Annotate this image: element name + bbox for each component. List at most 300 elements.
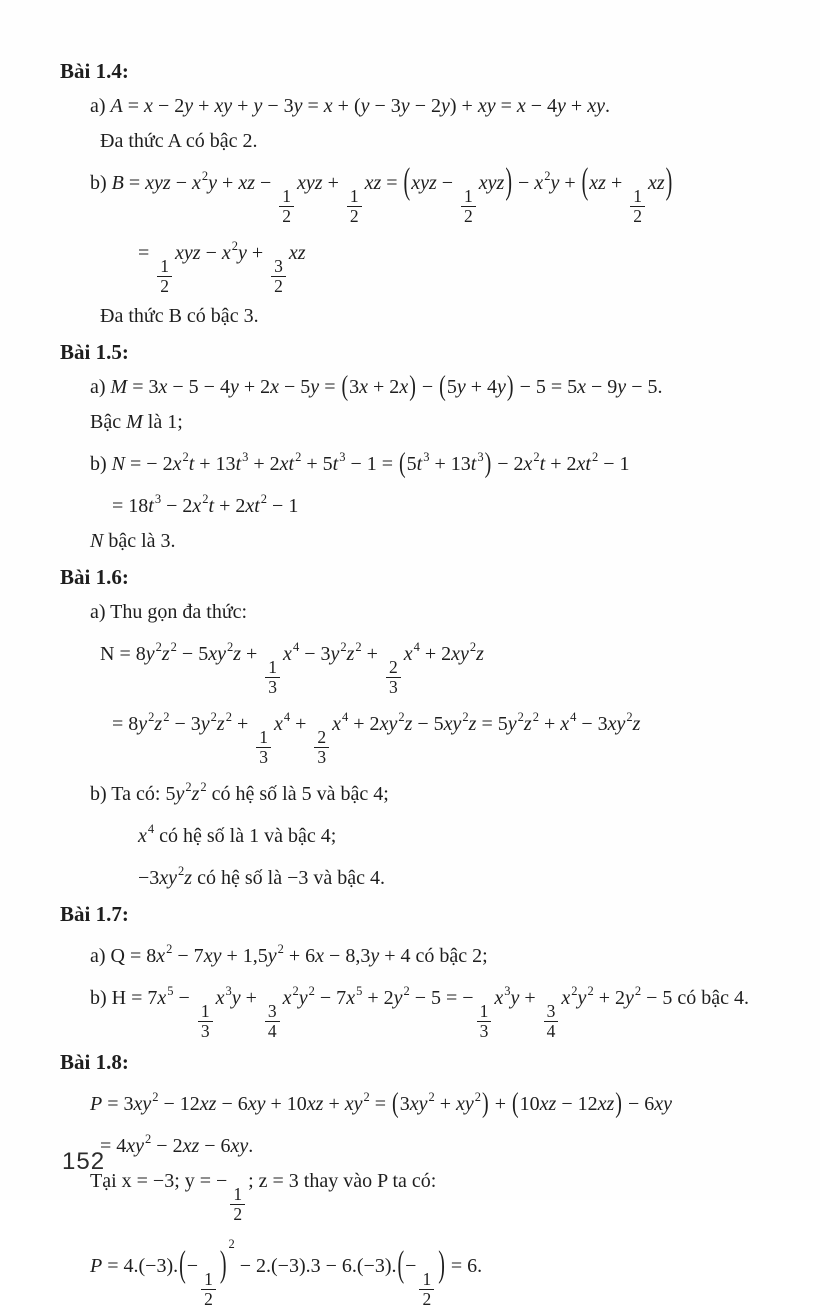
math-token: x <box>157 987 167 1009</box>
math-token: − 5 <box>279 376 311 398</box>
superscript: 2 <box>201 169 209 183</box>
math-token: Bài 1.6: <box>60 565 129 589</box>
math-token: x <box>282 987 292 1009</box>
math-token: ; z = 3 thay vào P ta có: <box>248 1170 437 1192</box>
superscript: 2 <box>462 710 469 724</box>
content-line <box>90 161 802 226</box>
math-token: = 3 <box>127 376 159 398</box>
math-token: Tại x = −3; y = <box>90 1170 217 1192</box>
math-token: a) Q <box>90 945 130 967</box>
math-token: − <box>170 172 192 194</box>
math-token: y <box>557 95 566 117</box>
math-token: 1 <box>198 1002 213 1022</box>
math-token: ( <box>439 371 446 402</box>
superscript: 2 <box>185 780 192 794</box>
math-token: x <box>323 95 333 117</box>
superscript: 2 <box>210 710 217 724</box>
content-line <box>138 231 802 296</box>
math-token: y <box>617 376 627 398</box>
math-token: + ( <box>332 95 361 117</box>
math-token: − 7 <box>172 945 204 967</box>
math-token: y <box>456 376 466 398</box>
superscript: 2 <box>355 640 362 654</box>
math-token: y <box>267 945 277 967</box>
superscript: 4 <box>413 640 420 654</box>
math-token: y <box>231 987 241 1009</box>
math-token: 2 <box>422 1289 432 1309</box>
superscript: 2 <box>308 984 315 998</box>
math-expression <box>138 864 193 889</box>
section-heading <box>60 562 802 592</box>
math-token: y <box>440 95 450 117</box>
math-token: x <box>332 713 342 735</box>
superscript: 2 <box>226 640 234 654</box>
fraction <box>461 187 476 226</box>
math-expression <box>165 780 207 805</box>
math-token: xz <box>589 172 606 194</box>
math-token: xy <box>477 95 496 117</box>
superscript: 3 <box>504 984 511 998</box>
math-token: − 2 <box>409 95 441 117</box>
math-token: x <box>192 172 201 194</box>
math-token: + 2 <box>419 643 452 665</box>
math-token: x <box>138 825 147 847</box>
math-token: = <box>381 172 403 194</box>
math-token: 2 <box>274 276 283 296</box>
math-token: + <box>322 172 344 194</box>
math-token: 3 <box>388 677 398 697</box>
math-expression <box>119 640 484 697</box>
math-token: x <box>516 95 526 117</box>
math-token: y <box>208 172 218 194</box>
math-token: z <box>184 867 193 889</box>
math-token: P <box>90 1093 103 1115</box>
superscript: 4 <box>283 710 291 724</box>
content-line <box>90 1082 802 1119</box>
math-token: 10 <box>519 1093 540 1115</box>
math-token: x <box>577 376 587 398</box>
math-token: 1 <box>347 187 362 207</box>
math-token: t <box>416 453 423 475</box>
fraction <box>477 1002 492 1041</box>
math-token: y <box>238 242 247 264</box>
math-token: 2 <box>633 206 642 226</box>
superscript: 5 <box>167 984 174 998</box>
math-token: b) <box>90 453 112 475</box>
math-token: B <box>111 172 124 194</box>
math-expression <box>100 1132 254 1157</box>
math-token: + <box>217 172 239 194</box>
math-token: z <box>468 713 477 735</box>
math-token: + 2 <box>368 376 400 398</box>
math-token: Bậc <box>90 411 127 433</box>
content-line <box>138 856 802 893</box>
math-token: + 2 <box>348 713 380 735</box>
math-token: = <box>302 95 324 117</box>
math-token: x <box>359 376 369 398</box>
math-token: + 4 <box>465 376 497 398</box>
math-token: xyz <box>145 172 171 194</box>
math-token: có hệ số là −3 và bậc 4. <box>192 867 385 889</box>
math-expression <box>216 1170 248 1224</box>
math-token: − <box>186 1255 199 1277</box>
page-number: 152 <box>62 1148 106 1175</box>
math-token: 3 <box>265 1002 280 1022</box>
math-token: x <box>523 453 533 475</box>
fraction <box>256 728 271 767</box>
superscript: 2 <box>163 710 170 724</box>
math-token: xz <box>199 1093 217 1115</box>
superscript: 2 <box>277 942 284 956</box>
math-token: − 3 <box>369 95 401 117</box>
math-token: b) H <box>90 987 132 1009</box>
math-token: y <box>577 987 587 1009</box>
math-token: − 4 <box>525 95 558 117</box>
math-token: y <box>200 713 210 735</box>
math-token: a) <box>90 376 111 398</box>
math-token: x <box>315 945 325 967</box>
content-line <box>90 407 802 437</box>
math-token: − <box>254 172 277 194</box>
fraction <box>198 1002 213 1041</box>
math-token: y <box>393 987 403 1009</box>
math-token: xy <box>379 713 398 735</box>
math-token: y <box>507 713 517 735</box>
math-token: + 2 <box>593 987 625 1009</box>
math-token: y <box>400 95 410 117</box>
superscript: 2 <box>152 1090 159 1104</box>
math-expression <box>90 1088 672 1119</box>
math-token: − 5 <box>412 713 444 735</box>
math-token: x <box>494 987 504 1009</box>
fraction <box>386 658 401 697</box>
math-token: 4 <box>546 1021 556 1041</box>
math-token: − 6 <box>622 1093 655 1115</box>
superscript: 2 <box>182 450 189 464</box>
math-token: là 1; <box>142 411 183 433</box>
superscript: 2 <box>228 1237 235 1251</box>
math-token: = 8 <box>119 643 146 665</box>
math-token: 5 <box>406 453 417 475</box>
superscript: 4 <box>292 640 300 654</box>
math-token: 3 <box>268 677 278 697</box>
math-token: + 2 <box>362 987 394 1009</box>
math-token: xz <box>597 1093 615 1115</box>
superscript: 3 <box>225 984 232 998</box>
math-token: 2 <box>282 206 292 226</box>
math-token: 3 <box>271 257 286 277</box>
math-token: − 5. <box>626 376 663 398</box>
math-token: + <box>232 95 254 117</box>
math-token: = 18 <box>112 495 149 517</box>
math-expression <box>129 942 411 967</box>
math-token: x <box>144 95 153 117</box>
math-token: + 13 <box>194 453 236 475</box>
math-token: ) <box>482 1088 489 1119</box>
math-token: 3 <box>259 747 268 767</box>
math-token: x <box>156 945 166 967</box>
math-token: 1 <box>265 658 280 678</box>
math-token: 5 <box>165 783 176 805</box>
math-token: − 3 <box>169 713 201 735</box>
superscript: 2 <box>155 640 162 654</box>
fraction <box>314 728 329 767</box>
math-expression <box>110 371 663 402</box>
content-line <box>90 91 802 121</box>
math-token: + <box>559 172 581 194</box>
math-token: z <box>161 643 170 665</box>
math-token: − 5 = − <box>409 987 474 1009</box>
content-line <box>90 372 802 402</box>
superscript: 2 <box>634 984 642 998</box>
math-token: xyz <box>175 242 201 264</box>
math-token: x <box>560 713 570 735</box>
math-token: t <box>235 453 242 475</box>
math-token: + 2 <box>248 453 280 475</box>
math-token: Bài 1.5: <box>60 340 129 364</box>
math-token: xz <box>539 1093 557 1115</box>
math-token: 3 <box>349 376 360 398</box>
math-token: xy <box>654 1093 672 1115</box>
math-token: + <box>434 1093 457 1115</box>
math-token: xy <box>344 1093 363 1115</box>
math-token: y <box>145 643 155 665</box>
math-token: − 5 − 4 <box>167 376 230 398</box>
math-token: y <box>229 376 239 398</box>
math-token: xyz <box>297 172 323 194</box>
superscript: 4 <box>342 710 349 724</box>
math-token: ( <box>511 1088 519 1119</box>
math-token: − 6 <box>216 1093 248 1115</box>
superscript: 3 <box>242 450 249 464</box>
math-token: y <box>293 95 303 117</box>
content-line <box>138 814 802 851</box>
math-token: xz <box>182 1135 200 1157</box>
math-token: x <box>172 453 182 475</box>
superscript: 4 <box>570 710 577 724</box>
math-token: b) <box>90 172 112 194</box>
math-token: a) <box>90 95 111 117</box>
math-token: = 4.(−3). <box>102 1255 179 1277</box>
superscript: 2 <box>340 640 347 654</box>
math-token: z <box>191 783 200 805</box>
math-expression <box>112 710 641 767</box>
math-token: ) <box>438 1244 445 1286</box>
math-token: ( <box>179 1244 186 1286</box>
superscript: 2 <box>295 450 302 464</box>
math-token: z <box>404 713 413 735</box>
math-token: xy <box>607 713 626 735</box>
math-token: xz <box>288 242 306 264</box>
math-token: xyz <box>478 172 505 194</box>
fraction <box>265 658 280 697</box>
math-token: 1 <box>630 187 645 207</box>
math-token: xy <box>587 95 605 117</box>
math-token: xy <box>409 1093 428 1115</box>
math-token: + <box>193 95 215 117</box>
superscript: 2 <box>166 942 173 956</box>
math-token: 2 <box>204 1289 213 1309</box>
content-line <box>90 526 802 556</box>
superscript: 3 <box>154 492 162 506</box>
fraction <box>271 257 286 296</box>
math-token: xy <box>451 643 469 665</box>
math-token: 3 <box>479 1021 489 1041</box>
math-token: t <box>539 453 546 475</box>
math-token: xz <box>364 172 382 194</box>
math-token: + 1,5 <box>221 945 268 967</box>
superscript: 3 <box>423 450 430 464</box>
math-token: − 2 <box>151 1135 183 1157</box>
math-token: + <box>290 713 312 735</box>
math-token: y <box>497 376 506 398</box>
math-token: có bậc 2; <box>410 945 488 967</box>
math-token: xz <box>647 172 665 194</box>
math-token: − 3 <box>299 643 331 665</box>
math-token: b) Ta có: <box>90 783 166 805</box>
math-expression <box>111 161 674 226</box>
math-token: − <box>173 987 195 1009</box>
content-line <box>90 772 802 809</box>
superscript: 2 <box>474 1090 482 1104</box>
math-token: ) <box>506 371 514 402</box>
math-token: + <box>538 713 561 735</box>
math-token: x <box>192 495 202 517</box>
math-token: y <box>184 95 194 117</box>
superscript: 2 <box>231 239 238 253</box>
math-token: − 8,3 <box>324 945 371 967</box>
math-token: Bài 1.4: <box>60 59 129 83</box>
math-expression <box>126 411 143 433</box>
math-token: x <box>270 376 280 398</box>
math-token: x <box>399 376 409 398</box>
math-token: y <box>510 987 520 1009</box>
math-token: + <box>605 172 628 194</box>
superscript: 4 <box>147 822 155 836</box>
math-token: xy <box>203 945 222 967</box>
math-token: − 1 = <box>345 453 398 475</box>
math-token: z <box>523 713 532 735</box>
math-token: Bài 1.7: <box>60 902 129 926</box>
math-token: ( <box>397 1244 405 1286</box>
superscript: 2 <box>532 710 539 724</box>
math-token: xy <box>208 643 226 665</box>
superscript: 2 <box>533 450 540 464</box>
math-expression <box>131 984 673 1041</box>
superscript: 2 <box>178 864 185 878</box>
math-token: = <box>369 1093 392 1115</box>
math-token: = 3 <box>102 1093 134 1115</box>
math-token: z <box>632 713 641 735</box>
math-token: ) <box>409 371 416 402</box>
math-token: A <box>110 95 123 117</box>
math-token: 3 <box>399 1093 410 1115</box>
math-token: y <box>253 95 263 117</box>
math-token: 2 <box>386 658 401 678</box>
math-token: 2 <box>464 206 473 226</box>
math-token: Bài 1.8: <box>60 1050 129 1074</box>
math-token: t <box>470 453 477 475</box>
math-token: . <box>248 1135 254 1157</box>
math-token: 2 <box>160 276 170 296</box>
math-token: ) + <box>449 95 478 117</box>
math-token: y <box>550 172 560 194</box>
math-token: 4 <box>267 1021 277 1041</box>
math-token: x <box>273 713 283 735</box>
content-line <box>100 301 802 331</box>
superscript: 2 <box>292 984 299 998</box>
math-expression <box>112 492 299 517</box>
math-token: − 5 = 5 <box>514 376 578 398</box>
superscript: 3 <box>339 450 346 464</box>
math-token: + 6 <box>283 945 316 967</box>
math-token: + <box>323 1093 345 1115</box>
content-line <box>90 1229 802 1309</box>
superscript: 2 <box>260 492 268 506</box>
math-token: xz <box>238 172 255 194</box>
math-token: N <box>111 453 126 475</box>
math-token: − <box>405 1255 417 1277</box>
superscript: 2 <box>170 640 177 654</box>
math-token: t <box>332 453 339 475</box>
math-expression <box>111 448 630 479</box>
math-token: = − 2 <box>125 453 173 475</box>
math-token: xy <box>247 1093 266 1115</box>
math-token: 1 <box>256 728 271 748</box>
content-line <box>100 1124 802 1161</box>
math-token: xt <box>576 453 591 475</box>
math-expression <box>111 95 610 117</box>
superscript: 2 <box>469 640 477 654</box>
superscript: 2 <box>363 1090 370 1104</box>
math-token: = 4 <box>100 1135 127 1157</box>
math-token: − 12 <box>158 1093 200 1115</box>
math-token: 1 <box>201 1270 216 1290</box>
superscript: 2 <box>544 169 551 183</box>
math-token: y <box>298 987 308 1009</box>
math-token: ( <box>399 448 406 479</box>
math-token: + <box>231 713 254 735</box>
section-heading <box>60 56 802 86</box>
math-token: − 1 <box>598 453 630 475</box>
math-token: 3 <box>317 747 327 767</box>
content-line <box>90 442 802 479</box>
content-line <box>112 702 802 767</box>
math-token: P <box>90 1255 103 1277</box>
math-token: − <box>200 242 222 264</box>
math-token: 2 <box>314 728 329 748</box>
content-line <box>112 484 802 521</box>
math-token: Đa thức A có bậc 2. <box>100 130 258 152</box>
content-line <box>90 934 802 971</box>
math-token: − 3 <box>262 95 294 117</box>
math-token: có hệ số là 1 và bậc 4; <box>154 825 337 847</box>
superscript: 2 <box>428 1090 435 1104</box>
math-expression <box>90 530 103 552</box>
math-token: y <box>310 376 320 398</box>
math-token: − <box>216 1170 228 1192</box>
math-token: x <box>221 242 231 264</box>
math-token: . <box>604 95 610 117</box>
fraction <box>630 187 645 226</box>
math-expression <box>90 1237 483 1309</box>
fraction <box>157 257 172 296</box>
superscript: 2 <box>398 710 405 724</box>
math-token: − 5 <box>641 987 673 1009</box>
fraction <box>419 1270 434 1309</box>
math-token: − <box>436 172 459 194</box>
math-token: bậc là 3. <box>103 530 176 552</box>
